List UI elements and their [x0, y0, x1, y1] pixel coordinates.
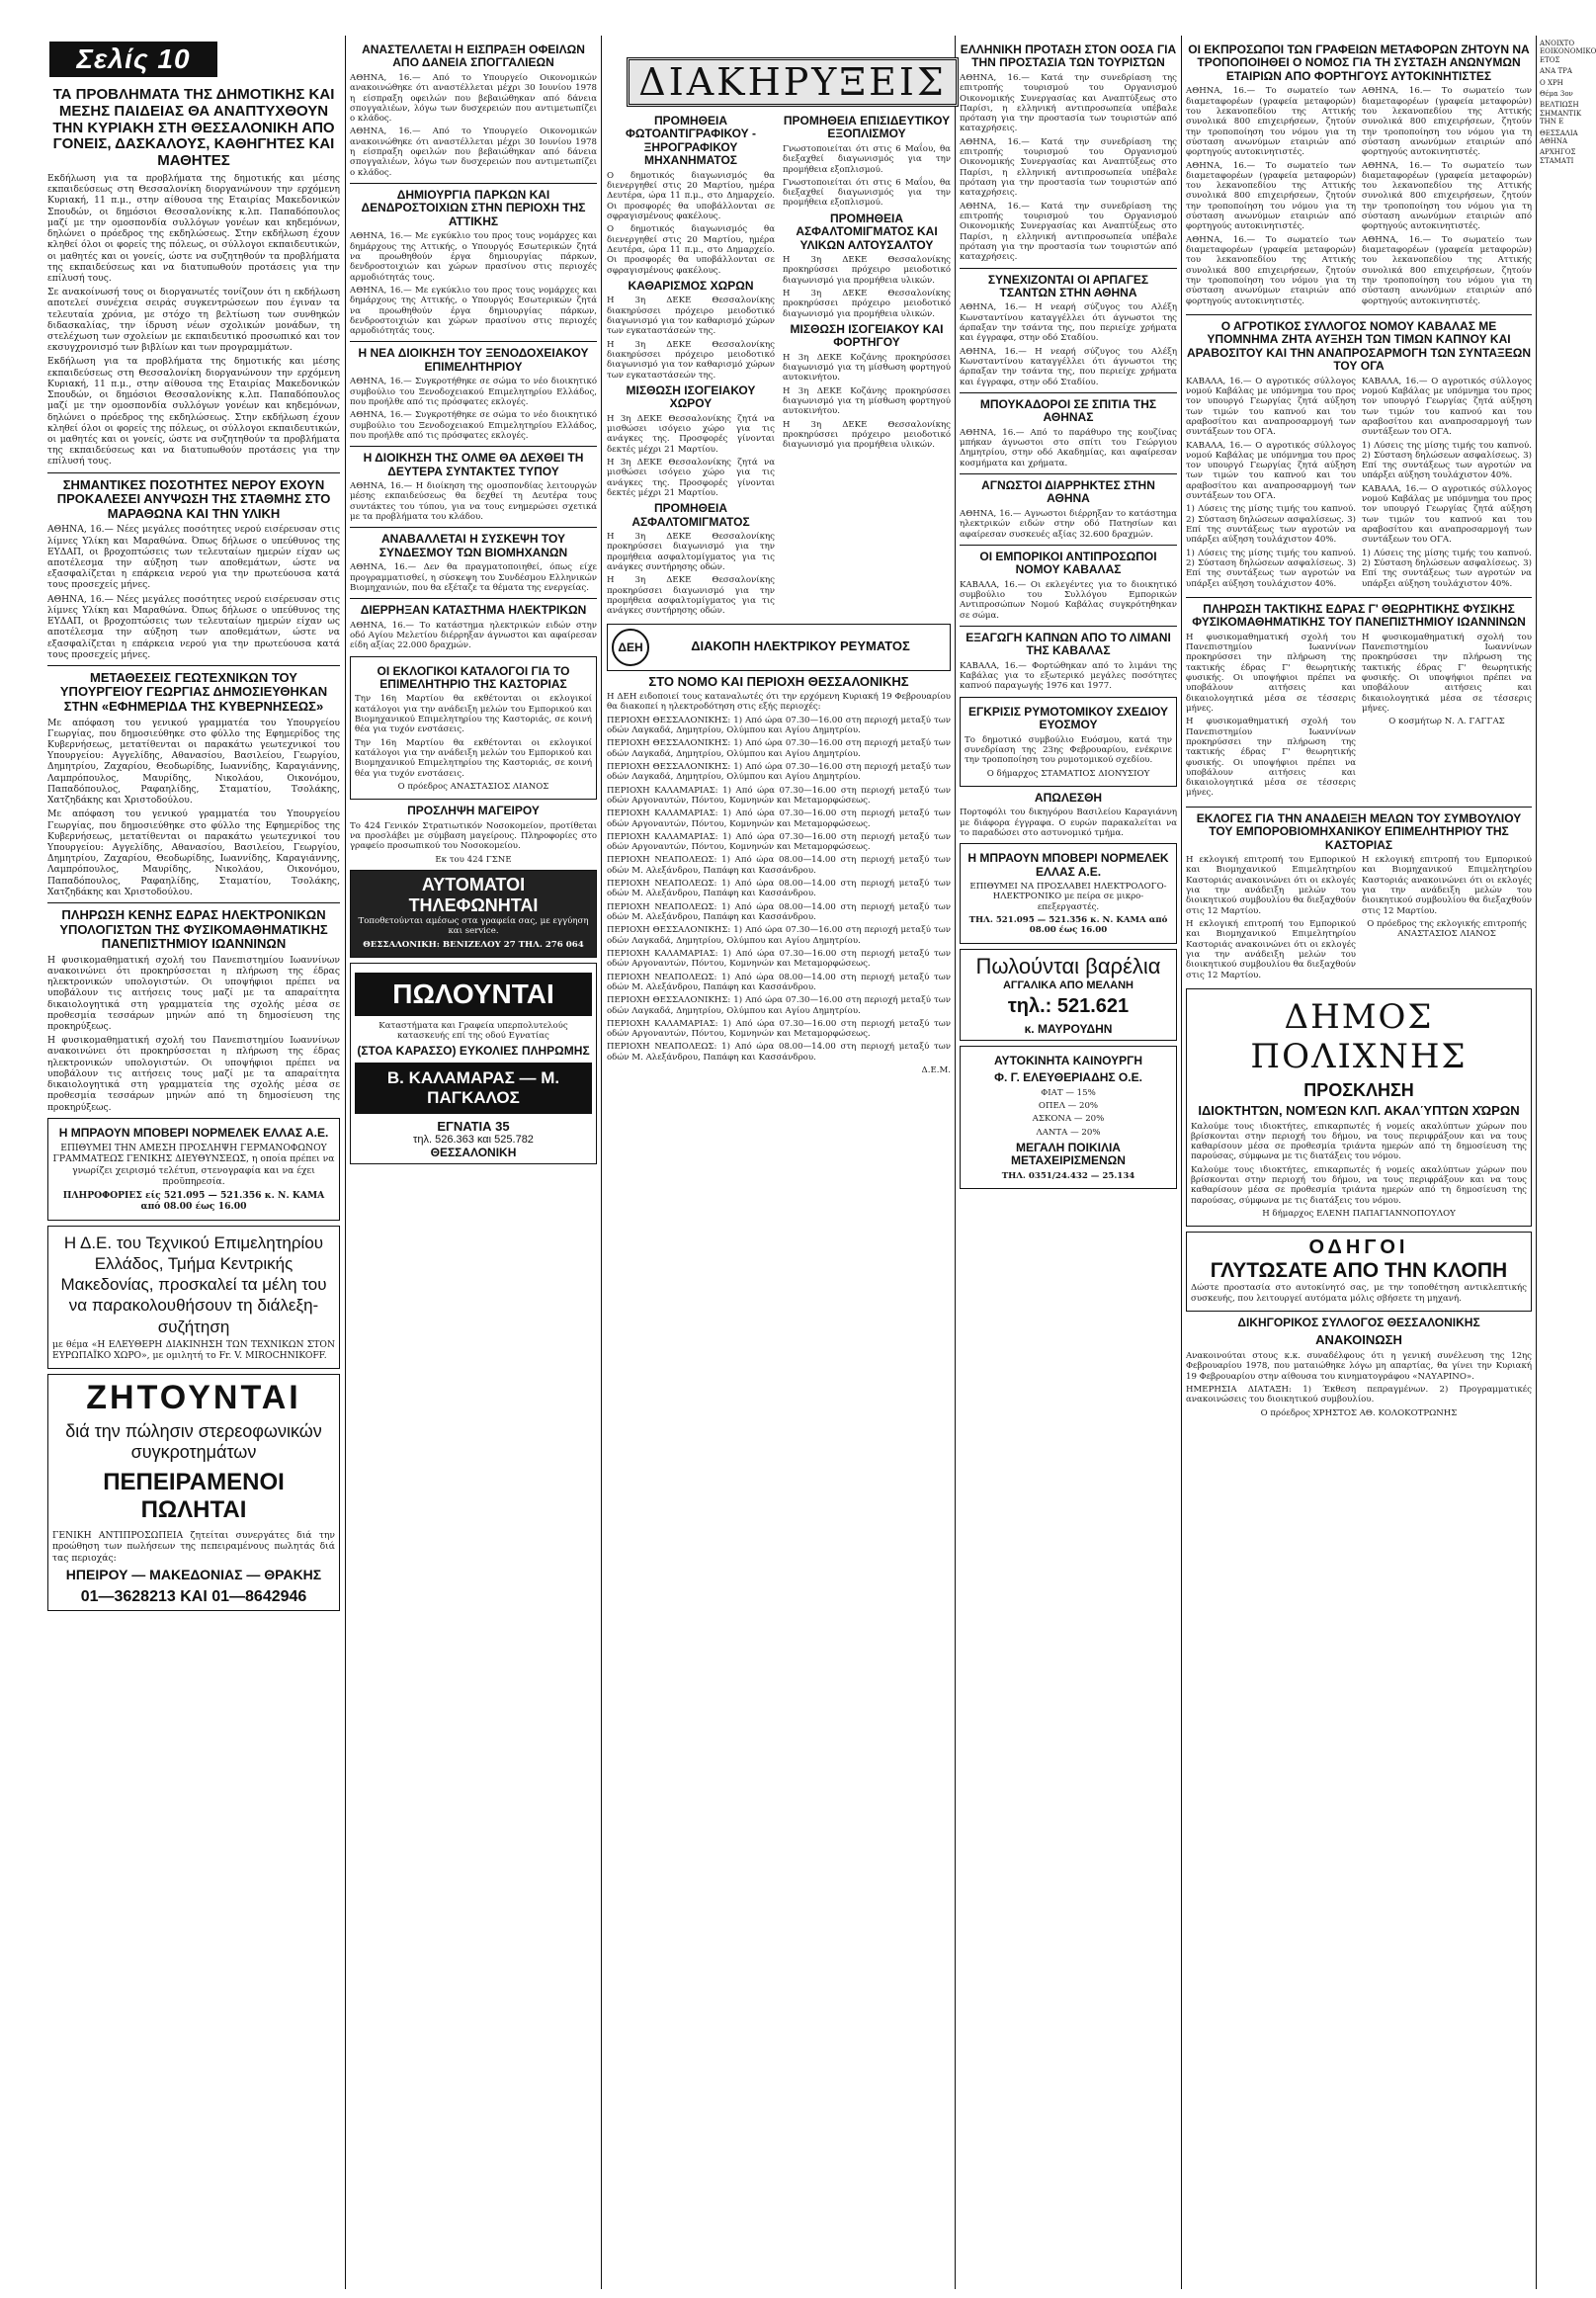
headline: Ο ΑΓΡΟΤΙΚΟΣ ΣΥΛΛΟΓΟΣ ΝΟΜΟΥ ΚΑΒΑΛΑΣ ΜΕ ΥΠΟΜΝΗΜΑ ΖΗΤΑ ΑΥΞΗΣΗ ΤΩΝ ΤΙΜΩΝ ΚΑΠΝΟΥ ΚΑΙ ΑΡΑΒΟΣΙΤΟΥ ΚΑΙ ΤΗΝ ΑΝΑΠΡΟΣΑΡΜΟΓΗ ΤΩΝ ΣΥΝΤΑΞΕΩΝ ΤΟΥ ΟΓΑ — [1186, 318, 1532, 374]
article-text: Η εκλογική επιτροπή του Εμπορικού και Βιομηχανικού Επιμελητηρίου Καστοριάς ανακοινώνει ότι οι εκλογές για την ανάδειξη μελών του διοικητικού συμβουλίου θα διεξαχθούν στις 12 Μαρτίου. — [1186, 918, 1356, 980]
headline: ΣΤΟ ΝΟΜΟ ΚΑΙ ΠΕΡΙΟΧΗ ΘΕΣΣΑΛΟΝΙΚΗΣ — [648, 673, 909, 689]
article-text: Η φυσικομαθηματική σχολή του Πανεπιστημίου Ιωαννίνων προκηρύσσει την πλήρωση της τακτικής έδρας Γ' θεωρητικής φυσικής. Οι υποψήφιοι πρέπει να υποβάλουν αιτήσεις και δικαιολογητικά μέσα σε τέσσερις μήνες. — [1186, 717, 1356, 799]
headline: ΑΝΑΒΑΛΛΕΤΑΙ Η ΣΥΣΚΕΨΗ ΤΟΥ ΣΥΝΔΕΣΜΟΥ ΤΩΝ ΒΙΟΜΗΧΑΝΩΝ — [378, 532, 568, 559]
divider — [350, 341, 597, 342]
article-text: Η φυσικομαθηματική σχολή του Πανεπιστημίου Ιωαννίνων προκηρύσσει την πλήρωση της τακτικής έδρας Γ' θεωρητικής φυσικής. Οι υποψήφιοι πρέπει να υποβάλουν αιτήσεις και δικαιολογητικά μέσα σε τέσσερις μήνες. — [1186, 632, 1356, 714]
article-text: ΠΕΡΙΟΧΗ ΝΕΑΠΟΛΕΩΣ: 1) Από ώρα 08.00—14.00 στη περιοχή μεταξύ των οδών Μ. Αλεξάνδρου, Παπάφη και Κασσάνδρου. — [607, 1042, 951, 1063]
sub-column — [1186, 855, 1356, 983]
article-text: ΑΘΗΝΑ, 16.— Δεν θα πραγματοποιηθεί, όπως είχε προγραμματισθεί, η σύσκεψη του Συνδέσμου Ελληνικών Βιομηχανιών, που θα εξέταζε τα θέματα της ενεργείας. — [350, 562, 597, 593]
divider — [47, 665, 340, 666]
article-text: ΑΘΗΝΑ, 16.— Το σωματείο των διαμεταφορέων (γραφεία μεταφορών) του λεκανοπεδίου της Αττικής συνολικά 800 επιχειρήσεων, ζητούν την τροποποίηση του νόμου για τη σύσταση ανωνύμων εταιριών από φορτηγούς αυτοκινητιστές. — [1186, 86, 1356, 158]
headline: ΠΛΗΡΩΣΗ ΤΑΚΤΙΚΗΣ ΕΔΡΑΣ Γ' ΘΕΩΡΗΤΙΚΗΣ ΦΥΣΙΚΗΣ ΦΥΣΙΚΟΜΑΘΗΜΑΤΙΚΗΣ ΤΟΥ ΠΑΝΕΠΙΣΤΗΜΙΟΥ ΙΩΑΝΝΙΝΩΝ — [1192, 601, 1526, 630]
article-text: Με απόφαση του γενικού γραμματέα του Υπουργείου Γεωργίας, που δημοσιεύθηκε στο φύλλο της Εφημερίδος της Κυβερνήσεως, μετατίθενται οι παρακάτω γεωτεχνικοί του Υπουργείου: Αγγελίδης, Αθανασίου, Βασιλείου, Γεωργίου, Δημητρίου, Ζαχαρίου, Θεοδωρίδης, Ιωαννίδης, Καραγιάννης, Λαμπρόπουλος, Μαυρίδης, Νικολάου, Οικονόμου, Παπαδόπουλος, Ραφαηλίδης, Σταματίου, Τσολάκης, Χατζηδάκης και Χριστοδούλου. — [47, 809, 340, 897]
article-text: ΑΝΟΙΧΤΟ ΕΟΙΚΟΝΟΜΙΚΟ ΕΤΟΣ — [1540, 40, 1596, 64]
article-text: Γνωστοποιείται ότι στις 6 Μαΐου, θα διεξαχθεί διαγωνισμός για την προμήθεια εξοπλισμού. — [783, 143, 951, 175]
headline: ΑΠΩΛΕΣΘΗ — [1034, 790, 1103, 805]
article-text: ΠΕΡΙΟΧΗ ΝΕΑΠΟΛΕΩΣ: 1) Από ώρα 08.00—14.00 στη περιοχή μεταξύ των οδών Μ. Αλεξάνδρου, Παπάφη και Κασσάνδρου. — [607, 855, 951, 876]
ad-title: ΟΔΗΓΟΙ — [1308, 1236, 1409, 1259]
article-text: Εκδήλωση για τα προβλήματα της δημοτικής και μέσης εκπαιδεύσεως στη Θεσσαλονίκη διοργανώνουν την ερχόμενη Κυριακή, 11 π.μ., στην αίθουσα της Εταιρίας Μακεδονικών Σπουδών, οι δημόσιοι Θεσσαλονίκης κ.λπ. Παπαδόπουλος μαζί με την ομοσπονδία συλλόγων γονέων και κηδεμόνων, δηλώνει ο πρόεδρος της εκδηλώσεως. Στην εκδήλωση έχουν κληθεί όλοι οι φορείς της πόλεως, οι σύλλογοι εκπαιδευτικών, οι μαθητές και οι γονείς, ώστε να συζητηθούν τα προβλήματα της εκπαιδεύσεως και να διατυπωθούν προτάσεις για την επίλυσή τους. — [47, 356, 340, 468]
sub-column — [783, 111, 951, 620]
signature: Η δήμαρχος ΕΛΕΝΗ ΠΑΠΑΓΙΑΝΝΟΠΟΥΛΟΥ — [1262, 1209, 1456, 1220]
ad-regions: ΗΠΕΙΡΟΥ — ΜΑΚΕΔΟΝΙΑΣ — ΘΡΑΚΗΣ — [65, 1566, 322, 1582]
column-1 — [47, 83, 340, 2288]
article-text: ΗΜΕΡΗΣΙΑ ΔΙΑΤΑΞΗ: 1) Έκθεση πεπραγμένων. 2) Προγραμματικές ανακοινώσεις του διοικητικού συμβουλίου. — [1186, 1384, 1532, 1405]
article-text: ΠΕΡΙΟΧΗ ΘΕΣΣΑΛΟΝΙΚΗΣ: 1) Από ώρα 07.30—16.00 στη περιοχή μεταξύ των οδών Λαγκαδά, Δημητρίου, Ολύμπου και Αγίου Δημητρίου. — [607, 925, 951, 946]
headline: ΕΚΛΟΓΕΣ ΓΙΑ ΤΗΝ ΑΝΑΔΕΙΞΗ ΜΕΛΩΝ ΤΟΥ ΣΥΜΒΟΥΛΙΟΥ ΤΟΥ ΕΜΠΟΡΟΒΙΟΜΗΧΑΝΙΚΟΥ ΕΠΙΜΕΛΗΤΗΡΙΟΥ ΤΗΣ ΚΑΣΤΟΡΙΑΣ — [1196, 810, 1522, 852]
headline: ΠΡΟΜΗΘΕΙΑ ΑΣΦΑΛΤΟΜΙΓΜΑΤΟΣ — [631, 501, 750, 529]
ad-text: Δώστε προστασία στο αυτοκίνητό σας, με την τοποθέτηση αντικλεπτικής συσκευής, που λειτουργεί αυτόματα μόλις σβήσετε τη μηχανή. — [1191, 1283, 1527, 1304]
ad-subtext: ΓΕΝΙΚΗ ΑΝΤΙΠΡΟΣΩΠΕΙΑ ζητείται συνεργάτες διά την προώθηση των πωλήσεων της πεπειραμένους πωλητάς διά τας περιοχάς: — [52, 1530, 335, 1564]
divider — [960, 392, 1177, 393]
article-text: ΠΕΡΙΟΧΗ ΚΑΛΑΜΑΡΙΑΣ: 1) Από ώρα 07.30—16.00 στη περιοχή μεταξύ των οδών Αργοναυτών, Πόντου, Κομνηνών και Μεταμορφώσεως. — [607, 831, 951, 853]
divider — [960, 473, 1177, 474]
article-text: 1) Λύσεις της μίσης τιμής του καπνού. 2) Σύσταση δηλώσεων ασφαλίσεως. 3) Επί της συντάξεως των αγροτών να υπάρξει αύξηση τουλάχιστον 40%. — [1186, 504, 1356, 546]
column-4 — [960, 40, 1177, 2288]
classified-ad — [1186, 1232, 1532, 1312]
column-5 — [1186, 40, 1532, 2288]
article-text: Η 3η ΔΕΚΕ Θεσσαλονίκης προκηρύσσει διαγωνισμό για την προμήθεια ασφαλτομίγματος για τις ανάγκες συντήρησης οδών. — [607, 575, 775, 617]
notice-box — [960, 697, 1177, 787]
ad-text: Τοποθετούνται αμέσως στα γραφεία σας, με εγγύηση και service. — [358, 915, 589, 937]
ad-price-row: ΑΣΚΟΝΑ — 20% — [1032, 1114, 1105, 1125]
article-text: ΠΕΡΙΟΧΗ ΚΑΛΑΜΑΡΙΑΣ: 1) Από ώρα 07.30—16.00 στη περιοχή μεταξύ των οδών Αργοναυτών, Πόντου, Κομνηνών και Μεταμορφώσεως. — [607, 809, 951, 829]
column-6 — [1540, 40, 1596, 2288]
article-text: Με απόφαση του γενικού γραμματέα του Υπουργείου Γεωργίας, που δημοσιεύθηκε στο φύλλο της Εφημερίδος της Κυβερνήσεως, μετατίθενται οι παρακάτω γεωτεχνικοί του Υπουργείου: Αγγελίδης, Αθανασίου, Βασιλείου, Γεωργίου, Δημητρίου, Ζαχαρίου, Θεοδωρίδης, Ιωαννίδης, Καραγιάννης, Λαμπρόπουλος, Μαυρίδης, Νικολάου, Οικονόμου, Παπαδόπουλος, Ραφαηλίδης, Σταματίου, Τσολάκης, Χατζηδάκης και Χριστοδούλου. — [47, 717, 340, 807]
headline: ΜΙΣΘΩΣΗ ΙΣΟΓΕΙΑΚΟΥ ΚΑΙ ΦΟΡΤΗΓΟΥ — [790, 321, 944, 350]
sub-column — [1362, 855, 1532, 983]
headline: ΣΗΜΑΝΤΙΚΕΣ ΠΟΣΟΤΗΤΕΣ ΝΕΡΟΥ ΕΧΟΥΝ ΠΡΟΚΑΛΕΣΕΙ ΑΝΥΨΩΣΗ ΤΗΣ ΣΤΑΘΜΗΣ ΣΤΟ ΜΑΡΑΘΩΝΑ ΚΑΙ ΤΗΝ ΥΛΙΚΗ — [56, 476, 331, 521]
article-text: ΠΕΡΙΟΧΗ ΘΕΣΣΑΛΟΝΙΚΗΣ: 1) Από ώρα 07.30—16.00 στη περιοχή μεταξύ των οδών Λαγκαδά, Δημητρίου, Ολύμπου και Αγίου Δημητρίου. — [607, 995, 951, 1016]
sub-column — [1362, 633, 1532, 802]
article-text: Η φυσικομαθηματική σχολή του Πανεπιστημίου Ιωαννίνων ανακοινώνει ότι προκηρύσσεται η πλήρωση της έδρας ηλεκτρονικών υπολογιστών. Οι υποψήφιοι πρέπει να υποβάλουν τις αιτήσεις τους μαζί με τα απαραίτητα δικαιολογητικά στη γραμματεία της σχολής μέσα σε προθεσμία τεσσάρων μηνών από τη δημοσίευση της προκηρύξεως. — [47, 1035, 340, 1113]
article-text: ΑΘΗΝΑ, 16.— Από το Υπουργείο Οικονομικών ανακοινώθηκε ότι αναστέλλεται μέχρι 30 Ιουνίου 1978 η είσπραξη οφειλών που βεβαιώθηκαν από δάνεια σπογγαλιέων, λόγω των δυσχερειών που αντιμετωπίζει ο κλάδος. — [350, 127, 597, 178]
ad-price-row: ΦΙΑΤ — 15% — [1041, 1087, 1096, 1098]
divider — [1186, 807, 1532, 808]
ad-title: ΖΗΤΟΥΝΤΑΙ — [86, 1379, 301, 1417]
article-text: Η 3η ΔΕΚΕ Θεσσαλονίκης προκηρύσσει πρόχειρο μειοδοτικό διαγωνισμό για προμήθεια υλικών. — [783, 289, 951, 319]
dei-logo-icon: ΔΕΗ — [612, 629, 649, 666]
sub-column — [1186, 377, 1356, 592]
article-text: Η 3η ΔΕΚΕ Θεσσαλονίκης ζητά να μισθώσει ισόγειο χώρο για τις ανάγκες της. Προσφορές γίνονται δεκτές μέχρι 21 Μαρτίου. — [607, 413, 775, 455]
sub-column — [1362, 377, 1532, 592]
article-text: ΑΡΧΗΓΟΣ ΣΤΑΜΑΤΙ — [1540, 148, 1576, 165]
divider — [350, 527, 597, 528]
article-text: ΑΘΗΝΑ, 16.— Κατά την συνεδρίαση της επιτροπής τουρισμού του Οργανισμού Οικονομικής Συνεργασίας και Αναπτύξεως στο Παρίσι, η ελληνική αντιπροσωπεία υπέβαλε πρόταση για την προστασία των τουριστών από καταχρήσεις. — [960, 201, 1177, 263]
article-text: ΑΘΗΝΑ, 16.— Η διοίκηση της ομοσπονδίας λειτουργών μέσης εκπαιδεύσεως θα δεχθεί τη Δευτέρα τους συντάκτες του τύπου, για να τους ενημερώσει σχετικά με τα προβλήματα του κλάδου. — [350, 481, 597, 522]
column-3 — [607, 111, 951, 2288]
headline: ΔΗΜΙΟΥΡΓΙΑ ΠΑΡΚΩΝ ΚΑΙ ΔΕΝΔΡΟΣΤΟΙΧΙΩΝ ΣΤΗΝ ΠΕΡΙΟΧΗ ΤΗΣ ΑΤΤΙΚΗΣ — [361, 188, 586, 228]
article-text: ΑΘΗΝΑ, 16.— Με εγκύκλιο του προς τους νομάρχες και δημάρχους της Αττικής, ο Υπουργός Εσωτερικών ζητά να προωθηθούν έργα δημιουργίας πάρκων, δενδροστοιχιών και χώρων πρασίνου στις περιοχές αρμοδιότητάς τους. — [350, 231, 597, 283]
ad-highlight: ΓΛΥΤΩΣΑΤΕ ΑΠΟ ΤΗΝ ΚΛΟΠΗ — [1210, 1259, 1508, 1283]
sub-column — [1186, 633, 1356, 802]
article-text: ΑΘΗΝΑ, 16.— Από το Υπουργείο Οικονομικών ανακοινώθηκε ότι αναστέλλεται μέχρι 30 Ιουνίου 1978 η είσπραξη οφειλών που βεβαιώθηκαν από δάνεια σπογγαλιέων, λόγω των δυσχερειών που αντιμετωπίζει ο κλάδος. — [350, 72, 597, 125]
article-text: ΑΘΗΝΑ, 16.— Κατά την συνεδρίαση της επιτροπής τουρισμού του Οργανισμού Οικονομικής Συνεργασίας και Αναπτύξεως στο Παρίσι, η ελληνική αντιπροσωπεία υπέβαλε πρόταση για την προστασία των τουριστών από καταχρήσεις. — [960, 72, 1177, 134]
divider — [47, 472, 340, 473]
article-text: ΑΘΗΝΑ, 16.— Νέες μεγάλες ποσότητες νερού εισέρευσαν στις λίμνες Υλίκη και Μαραθώνα. Όπως δήλωσε ο υπεύθυνος της ΕΥΔΑΠ, οι βροχοπτώσεις των τελευταίων ημερών είχαν ως αποτέλεσμα την αύξηση των αποθεμάτων, ώστε να εξασφαλίζεται η επάρκεια νερού για την πρωτεύουσα κατά τους προσεχείς μήνες. — [47, 524, 340, 591]
article-text: 1) Λύσεις της μίσης τιμής του καπνού. 2) Σύσταση δηλώσεων ασφαλίσεως. 3) Επί της συντάξεως των αγροτών να υπάρξει αύξηση τουλάχιστον 40%. — [1362, 440, 1532, 481]
headline: ΜΙΣΘΩΣΗ ΙΣΟΓΕΙΑΚΟΥ ΧΩΡΟΥ — [626, 383, 756, 411]
article-text: Ανακοινούται στους κ.κ. συναδέλφους ότι η γενική συνέλευση της 12ης Φεβρουαρίου 1978, που ματαιώθηκε λόγω μη απαρτίας, θα γίνει την Κυριακή 19 Φεβρουαρίου στην αίθουσα του κινηματογράφου «ΝΑΥΑΡΙΝΟ». — [1186, 1350, 1532, 1382]
column-rule — [955, 36, 956, 2289]
headline: ΜΠΟΥΚΑΔΟΡΟΙ ΣΕ ΣΠΙΤΙΑ ΤΗΣ ΑΘΗΝΑΣ — [979, 396, 1157, 425]
ad-text: ΕΠΙΘΥΜΕΙ ΝΑ ΠΡΟΣΛΑΒΕΙ ΗΛΕΚΤΡΟΛΟΓΟ-ΗΛΕΚΤΡΟΝΙΚΟ με πείρα σε μικρο-επεξεργαστές. — [969, 882, 1167, 912]
article-text: ΚΑΒΑΛΑ, 16.— Οι εκλεγέντες για το διοικητικό συμβούλιο του Συλλόγου Εμπορικών Αντιπροσώπων Νομού Καβάλας συγκρότηθηκαν σε σώμα. — [960, 579, 1177, 621]
article-text: Η 3η ΔΕΚΕ Κοζάνης προκηρύσσει διαγωνισμό για τη μίσθωση φορτηγού αυτοκινήτου. — [783, 385, 951, 417]
headline: ΑΓΝΩΣΤΟΙ ΔΙΑΡΡΗΚΤΕΣ ΣΤΗΝ ΑΘΗΝΑ — [981, 478, 1155, 506]
headline: ΕΛΛΗΝΙΚΗ ΠΡΟΤΑΣΗ ΣΤΟΝ ΟΟΣΑ ΓΙΑ ΤΗΝ ΠΡΟΣΤΑΣΙΑ ΤΩΝ ΤΟΥΡΙΣΤΩΝ — [960, 43, 1177, 70]
headline: ΔΙΕΡΡΗΞΑΝ ΚΑΤΑΣΤΗΜΑ ΗΛΕΚΤΡΙΚΩΝ — [360, 603, 587, 618]
classified-ad — [960, 949, 1177, 1041]
article-text: ΠΕΡΙΟΧΗ ΝΕΑΠΟΛΕΩΣ: 1) Από ώρα 08.00—14.00 στη περιοχή μεταξύ των οδών Μ. Αλεξάνδρου, Παπάφη και Κασσάνδρου. — [607, 972, 951, 992]
ad-title: ΑΥΤΟΚΙΝΗΤΑ ΚΑΙΝΟΥΡΓΗ — [993, 1053, 1143, 1067]
article-text: ΑΘΗΝΑ, 16.— Η νεαρή σύζυγος του Αλέξη Κωνσταντίνου καταγγέλλει ότι άγνωστοι της άρπαξαν την τσάντα της, που περιείχε χρήματα και έγγραφα, στην οδό Σταδίου. — [960, 302, 1177, 344]
article-text: ΚΑΒΑΛΑ, 16.— Ο αγροτικός σύλλογος νομού Καβάλας με υπόμνημα του προς τον υπουργό Γεωργίας ζητά αύξηση των τιμών του καπνού και του αραβοσίτου και αναπροσαρμογή των συντάξεων του ΟΓΑ. — [1362, 483, 1532, 546]
article-text: Η 3η ΔΕΚΕ Θεσσαλονίκης διακηρύσσει πρόχειρο μειοδοτικό διαγωνισμό για τον καθαρισμό χώρων των εγκαταστάσεών της. — [607, 339, 775, 381]
article-text: ΑΘΗΝΑ, 16.— Το κατάστημα ηλεκτρικών ειδών στην οδό Αγίου Μελετίου διέρρηξαν άγνωστοι και αφαίρεσαν είδη αξίας 22.000 δραχμών. — [350, 620, 597, 651]
headline: ΔΙΚΗΓΟΡΙΚΟΣ ΣΥΛΛΟΓΟΣ ΘΕΣΣΑΛΟΝΙΚΗΣ — [1237, 1315, 1480, 1329]
article-text: Η εκλογική επιτροπή του Εμπορικού και Βιομηχανικού Επιμελητηρίου Καστοριάς ανακοινώνει ότι οι εκλογές για την ανάδειξη μελών του διοικητικού συμβουλίου θα διεξαχθούν στις 12 Μαρτίου. — [1362, 855, 1532, 916]
article-text: ΑΘΗΝΑ, 16.— Από το παράθυρο της κουζίνας μπήκαν άγνωστοι στο σπίτι του Γεώργιου Δημητρίου, στην οδό Ακαδημίας, και αφαίρεσαν κοσμήματα και χρήματα. — [960, 427, 1177, 468]
article-text: ΑΘΗΝΑ, 16.— Νέες μεγάλες ποσότητες νερού εισέρευσαν στις λίμνες Υλίκη και Μαραθώνα. Όπως δήλωσε ο υπεύθυνος της ΕΥΔΑΠ, οι βροχοπτώσεις των τελευταίων ημερών είχαν ως αποτέλεσμα την αύξηση των αποθεμάτων, ώστε να εξασφαλίζεται η επάρκεια νερού για την πρωτεύουσα κατά τους προσεχείς μήνες. — [47, 593, 340, 660]
ad-phone: ΤΗΛ. 521.095 — 521.356 κ. Ν. ΚΑΜΑ από 08.00 έως 16.00 — [968, 915, 1168, 936]
ad-phone: ΤΗΛ. 0351/24.432 — 25.134 — [1001, 1170, 1135, 1181]
article-text: ΠΕΡΙΟΧΗ ΚΑΛΑΜΑΡΙΑΣ: 1) Από ώρα 07.30—16.00 στη περιοχή μεταξύ των οδών Αργοναυτών, Πόντου, Κομνηνών και Μεταμορφώσεως. — [607, 948, 951, 970]
notice-title: ΔΗΜΟΣ ΠΟΛΙΧΝΗΣ — [1250, 996, 1468, 1076]
sub-column — [1362, 86, 1532, 309]
signature: Ο πρόεδρος της εκλογικής επιτροπής ΑΝΑΣΤΑΣΙΟΣ ΛΙΑΝΟΣ — [1367, 918, 1527, 940]
divider — [960, 268, 1177, 269]
ad-subtext: με θέμα «Η ΕΛΕΥΘΕΡΗ ΔΙΑΚΙΝΗΣΗ ΤΩΝ ΤΕΧΝΙΚΩΝ ΣΤΟΝ ΕΥΡΩΠΑΪΚΟ ΧΩΡΟ», με ομιλητή το Fr. V. MIROCHNIKOFF. — [52, 1338, 335, 1361]
ad-title: Η ΜΠΡΑΟΥΝ ΜΠΟΒΕΡΙ ΝΟΡΜΕΛΕΚ ΕΛΛΑΣ Α.Ε. — [58, 1125, 329, 1140]
article-text: Η ΔΕΗ ειδοποιεί τους καταναλωτές ότι την ερχόμενη Κυριακή 19 Φεβρουαρίου θα διακοπεί η ηλεκτροδότηση στις εξής περιοχές: — [607, 692, 951, 713]
signature: Ο δήμαρχος ΣΤΑΜΑΤΙΟΣ ΔΙΟΝΥΣΙΟΥ — [986, 768, 1150, 779]
sub-column — [1186, 86, 1356, 309]
headline: ΠΡΟΜΗΘΕΙΑ ΑΣΦΑΛΤΟΜΙΓΜΑΤΟΣ ΚΑΙ ΥΛΙΚΩΝ ΑΛΤΟΥΣΑΛΤΟΥ — [796, 211, 938, 252]
article-text: Η 3η ΔΕΚΕ Κοζάνης προκηρύσσει διαγωνισμό για τη μίσθωση φορτηγού αυτοκινήτου. — [783, 352, 951, 383]
classified-ad — [350, 870, 597, 958]
article-text: Εκδήλωση για τα προβλήματα της δημοτικής και μέσης εκπαιδεύσεως στη Θεσσαλονίκη διοργανώνουν την ερχόμενη Κυριακή, 11 π.μ., στην αίθουσα της Εταιρίας Μακεδονικών Σπουδών, οι δημόσιοι Θεσσαλονίκης κ.λπ. Παπαδόπουλος μαζί με την ομοσπονδία συλλόγων γονέων και κηδεμόνων, δηλώνει ο πρόεδρος της εκδηλώσεως. Στην εκδήλωση έχουν κληθεί όλοι οι φορείς της πόλεως, οι σύλλογοι εκπαιδευτικών, οι μαθητές και οι γονείς, ώστε να συζητηθούν τα προβλήματα της εκπαιδεύσεως και να διατυπωθούν προτάσεις για την επίλυσή τους. — [47, 172, 340, 284]
column-rule — [601, 36, 602, 2289]
sub-column — [607, 111, 775, 620]
classified-ad — [960, 1046, 1177, 1189]
headline: ΑΝΑΣΤΕΛΛΕΤΑΙ Η ΕΙΣΠΡΑΞΗ ΟΦΕΙΛΩΝ ΑΠΟ ΔΑΝΕΙΑ ΣΠΟΓΓΑΛΙΕΩΝ — [362, 43, 585, 70]
article-text: ΑΘΗΝΑ, 16.— Το σωματείο των διαμεταφορέων (γραφεία μεταφορών) του λεκανοπεδίου της Αττικής συνολικά 800 επιχειρήσεων, ζητούν την τροποποίηση του νόμου για τη σύσταση ανωνύμων εταιριών από φορτηγούς αυτοκινητιστές. — [1362, 234, 1532, 306]
headline: ΠΡΟΜΗΘΕΙΑ ΕΠΙΣΙΔΕΥΤΙΚΟΥ ΕΞΟΠΛΙΣΜΟΥ — [783, 114, 951, 141]
headline: ΑΝΑΚΟΙΝΩΣΗ — [1315, 1332, 1402, 1348]
article-text: ΑΝΑ ΤΡΑ — [1540, 67, 1572, 76]
headline: ΟΙ ΕΜΠΟΡΙΚΟΙ ΑΝΤΙΠΡΟΣΩΠΟΙ ΝΟΜΟΥ ΚΑΒΑΛΑΣ — [979, 549, 1157, 577]
article-text: 1) Λύσεις της μίσης τιμής του καπνού. 2) Σύσταση δηλώσεων ασφαλίσεως. 3) Επί της συντάξεως των αγροτών να υπάρξει αύξηση τουλάχιστον 40%. — [1186, 548, 1356, 589]
article-text: ΑΘΗΝΑ, 16.— Κατά την συνεδρίαση της επιτροπής τουρισμού του Οργανισμού Οικονομικής Συνεργασίας και Αναπτύξεως στο Παρίσι, η ελληνική αντιπροσωπεία υπέβαλε πρόταση για την προστασία των τουριστών από καταχρήσεις. — [960, 136, 1177, 199]
ad-price-row: ΟΠΕΛ — 20% — [1038, 1100, 1099, 1111]
ad-title: ΑΥΤΟΜΑΤΟΙ ΤΗΛΕΦΩΝΗΤΑΙ — [408, 874, 539, 915]
page-number-logo: Σελίς 10 — [49, 42, 217, 77]
headline: ΟΙ ΕΚΛΟΓΙΚΟΙ ΚΑΤΑΛΟΓΟΙ ΓΙΑ ΤΟ ΕΠΙΜΕΛΗΤΗΡΙΟ ΤΗΣ ΚΑΣΤΟΡΙΑΣ — [377, 663, 570, 691]
article-text: Γνωστοποιείται ότι στις 6 Μαΐου, θα διεξαχθεί διαγωνισμός για την προμήθεια εξοπλισμού. — [783, 177, 951, 209]
ad-text: Καταστήματα και Γραφεία υπερπολυτελούς κατασκευής επί της οδού Εγνατίας — [378, 1020, 568, 1042]
article-text: ΚΑΒΑΛΑ, 16.— Ο αγροτικός σύλλογος νομού Καβάλας με υπόμνημα του προς τον υπουργό Γεωργίας ζητά αύξηση των τιμών του καπνού και του αραβοσίτου και αναπροσαρμογή των συντάξεων του ΟΓΑ. — [1362, 376, 1532, 438]
classified-ad — [350, 963, 597, 1165]
article-text: ΑΘΗΝΑ, 16.— Συγκροτήθηκε σε σώμα το νέο διοικητικό συμβούλιο του Ξενοδοχειακού Επιμελητηρίου Ελλάδος, που προήλθε από τις πρόσφατες εκλογές. — [350, 410, 597, 441]
ad-subtext: ΑΓΓΑΛΙΚΑ ΑΠΟ ΜΕΛΑΝΗ — [1002, 979, 1134, 991]
ad-title: ΠΩΛΟΥΝΤΑΙ — [355, 973, 592, 1016]
article-text: ΠΕΡΙΟΧΗ ΝΕΑΠΟΛΕΩΣ: 1) Από ώρα 08.00—14.00 στη περιοχή μεταξύ των οδών Μ. Αλεξάνδρου, Παπάφη και Κασσάνδρου. — [607, 901, 951, 923]
article-text: 1) Λύσεις της μίσης τιμής του καπνού. 2) Σύσταση δηλώσεων ασφαλίσεως. 3) Επί της συντάξεως των αγροτών να υπάρξει αύξηση τουλάχιστον 40%. — [1362, 548, 1532, 589]
ad-phone: τηλ.: 521.621 — [1007, 994, 1130, 1017]
article-text: Ο δημοτικός διαγωνισμός θα διενεργηθεί στις 20 Μαρτίου, ημέρα Δευτέρα, ώρα 11 π.μ., στο Δημαρχείο. Οι προσφορές θα υποβάλλονται σε σφραγισμένους φακέλους. — [607, 224, 775, 276]
column-2 — [350, 40, 597, 2288]
article-text: ΠΕΡΙΟΧΗ ΘΕΣΣΑΛΟΝΙΚΗΣ: 1) Από ώρα 07.30—16.00 στη περιοχή μεταξύ των οδών Λαγκαδά, Δημητρίου, Ολύμπου και Αγίου Δημητρίου. — [607, 738, 951, 759]
headline: ΠΛΗΡΩΣΗ ΚΕΝΗΣ ΕΔΡΑΣ ΗΛΕΚΤΡΟΝΙΚΩΝ ΥΠΟΛΟΓΙΣΤΩΝ ΤΗΣ ΦΥΣΙΚΟΜΑΘΗΜΑΤΙΚΗΣ ΠΑΝΕΠΙΣΤΗΜΙΟΥ ΙΩΑΝΝΙΝΩΝ — [59, 907, 328, 952]
ad-title: Πωλούνται βαρέλια — [975, 953, 1161, 979]
headline: ΤΑ ΠΡΟΒΛΗΜΑΤΑ ΤΗΣ ΔΗΜΟΤΙΚΗΣ ΚΑΙ ΜΕΣΗΣ ΠΑΙΔΕΙΑΣ ΘΑ ΑΝΑΠΤΥΧΘΟΥΝ ΤΗΝ ΚΥΡΙΑΚΗ ΣΤΗ ΘΕΣΣΑΛΟΝΙΚΗ ΑΠΟ ΓΟΝΕΙΣ, ΔΑΣΚΑΛΟΥΣ, ΚΑΘΗΓΗΤΕΣ ΚΑΙ ΜΑΘΗΤΕΣ — [52, 86, 335, 170]
article-text: Ο ΧΡΗ — [1540, 78, 1563, 87]
article-text: Η φυσικομαθηματική σχολή του Πανεπιστημίου Ιωαννίνων ανακοινώνει ότι προκηρύσσεται η πλήρωση της έδρας ηλεκτρονικών υπολογιστών. Οι υποψήφιοι πρέπει να υποβάλουν τις αιτήσεις τους μαζί με τα απαραίτητα δικαιολογητικά στη γραμματεία της σχολής μέσα σε προθεσμία τεσσάρων μηνών από τη δημοσίευση της προκηρύξεως. — [47, 954, 340, 1033]
article-text: Καλούμε τους ιδιοκτήτες, επικαρπωτές ή νομείς ακαλύπτων χώρων που βρίσκονται στην περιοχή του δήμου, να τους περιφράξουν και να τους καθαρίσουν μέσα σε προθεσμία τριάντα ημερών από τη δημοσίευση της παρούσας, σύμφωνα με τις διατάξεις του νόμου. — [1191, 1164, 1527, 1206]
ad-subtext: (ΣΤΟΑ ΚΑΡΑΣΣΟ) ΕΥΚΟΛΙΕΣ ΠΛΗΡΩΜΗΣ — [357, 1044, 590, 1059]
ad-address: ΕΓΝΑΤΙΑ 35 — [437, 1119, 510, 1135]
ad-subtext: ΜΕΓΑΛΗ ΠΟΙΚΙΛΙΑ ΜΕΤΑΧΕΙΡΙΣΜΕΝΩΝ — [1011, 1140, 1126, 1168]
article-text: Η 3η ΔΕΚΕ Θεσσαλονίκης διακηρύσσει πρόχειρο μειοδοτικό διαγωνισμό για τον καθαρισμό χώρων των εγκαταστάσεών της. — [607, 296, 775, 337]
ad-name: Β. ΚΑΛΑΜΑΡΑΣ — Μ. ΠΑΓΚΑΛΟΣ — [355, 1063, 592, 1114]
divider — [960, 545, 1177, 546]
divider — [350, 598, 597, 599]
article-text: Το 424 Γενικόν Στρατιωτικόν Νοσοκομείον, προτίθεται να προσλάβει με σύμβαση μαγείρους. Πληροφορίες στο γραφείο προσωπικού του Νοσοκομείου. — [350, 820, 597, 852]
ad-name: Φ. Γ. ΕΛΕΥΘΕΡΙΑΔΗΣ Ο.Ε. — [994, 1070, 1142, 1085]
ad-phone: ΠΛΗΡΟΦΟΡΙΕΣ είς 521.095 — 521.356 κ. Ν. ΚΑΜΑ από 08.00 έως 16.00 — [62, 1190, 325, 1213]
article-text: Η 3η ΔΕΚΕ Θεσσαλονίκης ζητά να μισθώσει ισόγειο χώρο για τις ανάγκες της. Προσφορές γίνονται δεκτές μέχρι 21 Μαρτίου. — [607, 457, 775, 498]
article-text: ΑΘΗΝΑ, 16.— Αγνωστοι διέρρηξαν το κατάστημα ηλεκτρικών ειδών στην οδό Πατησίων και αφαίρεσαν συσκευές αξίας 32.600 δραχμών. — [960, 508, 1177, 540]
column-rule — [1181, 36, 1182, 2289]
article-text: ΠΕΡΙΟΧΗ ΝΕΑΠΟΛΕΩΣ: 1) Από ώρα 08.00—14.00 στη περιοχή μεταξύ των οδών Μ. Αλεξάνδρου, Παπάφη και Κασσάνδρου. — [607, 879, 951, 899]
headline: ΕΞΑΓΩΓΗ ΚΑΠΝΩΝ ΑΠΟ ΤΟ ΛΙΜΑΝΙ ΤΗΣ ΚΑΒΑΛΑΣ — [966, 630, 1171, 658]
notice-box — [350, 656, 597, 801]
divider — [350, 183, 597, 184]
divider — [1186, 314, 1532, 315]
headline: ΣΥΝΕΧΙΖΟΝΤΑΙ ΟΙ ΑΡΠΑΓΕΣ ΤΣΑΝΤΩΝ ΣΤΗΝ ΑΘΗΝΑ — [987, 272, 1149, 299]
ad-highlight: ΠΕΠΕΙΡΑΜΕΝΟΙ ΠΩΛΗΤΑΙ — [103, 1469, 285, 1524]
article-text: ΑΘΗΝΑ, 16.— Το σωματείο των διαμεταφορέων (γραφεία μεταφορών) του λεκανοπεδίου της Αττικής συνολικά 800 επιχειρήσεων, ζητούν την τροποποίηση του νόμου για τη σύσταση ανωνύμων εταιριών από φορτηγούς αυτοκινητιστές. — [1186, 234, 1356, 306]
article-text: ΚΑΒΑΛΑ, 16.— Ο αγροτικός σύλλογος νομού Καβάλας με υπόμνημα του προς τον υπουργό Γεωργίας ζητά αύξηση των τιμών του καπνού και του αραβοσίτου και αναπροσαρμογή των συντάξεων του ΟΓΑ. — [1186, 376, 1356, 438]
article-text: ΑΘΗΝΑ, 16.— Η νεαρή σύζυγος του Αλέξη Κωνσταντίνου καταγγέλλει ότι άγνωστοι της άρπαξαν την τσάντα της, που περιείχε χρήματα και έγγραφα, στην οδό Σταδίου. — [960, 346, 1177, 387]
article-text: ΠΕΡΙΟΧΗ ΘΕΣΣΑΛΟΝΙΚΗΣ: 1) Από ώρα 07.30—16.00 στη περιοχή μεταξύ των οδών Λαγκαδά, Δημητρίου, Ολύμπου και Αγίου Δημητρίου. — [607, 715, 951, 736]
classified-ad — [47, 1118, 340, 1221]
article-text: Η 3η ΔΕΚΕ Θεσσαλονίκης προκηρύσσει πρόχειρο μειοδοτικό διαγωνισμό για προμήθεια υλικών. — [783, 419, 951, 451]
article-text: Η εκλογική επιτροπή του Εμπορικού και Βιομηχανικού Επιμελητηρίου Καστοριάς ανακοινώνει ότι οι εκλογές για την ανάδειξη μελών του διοικητικού συμβουλίου θα διεξαχθούν στις 12 Μαρτίου. — [1186, 855, 1356, 916]
article-text: ΘΕΣΣΑΛΙΑ ΑΘΗΝΑ — [1540, 128, 1578, 145]
headline: ΚΑΘΑΡΙΣΜΟΣ ΧΩΡΩΝ — [628, 278, 754, 293]
article-text: Σε ανακοίνωσή τους οι διοργανωτές τονίζουν ότι η εκδήλωση αποτελεί συνέχεια σειράς συγκεντρώσεων που έγιναν τα τελευταία χρόνια, με στόχο τη βελτίωση των συνθηκών διδασκαλίας, την ίδρυση νέων σχολικών μονάδων, τη στελέχωση των σχολείων με εκπαιδευτικό προσωπικό και τον εκσυγχρονισμό των βιβλίων και των προγραμμάτων. — [47, 287, 340, 354]
ad-phone: τηλ. 526.363 και 525.782 — [413, 1134, 534, 1147]
article-text: ΚΑΒΑΛΑ, 16.— Φορτώθηκαν από το λιμάνι της Καβάλας για το εξωτερικό μεγάλες ποσότητες καπνού παραγωγής 1976 και 1977. — [960, 660, 1177, 692]
divider — [350, 446, 597, 447]
municipal-notice — [1186, 988, 1532, 1228]
article-text: Θέμα 3ον — [1540, 89, 1573, 98]
article-text: Το δημοτικό συμβούλιο Ευόσμου, κατά την συνεδρίαση της 23ης Φεβρουαρίου, ενέκρινε την τροποποίηση του ρυμοτομικού σχεδίου. — [965, 734, 1172, 766]
section-banner: ΔΙΑΚΗΡΥΞΕΙΣ — [627, 57, 959, 107]
headline: Η ΝΕΑ ΔΙΟΙΚΗΣΗ ΤΟΥ ΞΕΝΟΔΟΧΕΙΑΚΟΥ ΕΠΙΜΕΛΗΤΗΡΙΟΥ — [358, 346, 589, 374]
ad-phone: 01—3628213 ΚΑΙ 01—8642946 — [80, 1587, 307, 1605]
article-text: ΑΘΗΝΑ, 16.— Το σωματείο των διαμεταφορέων (γραφεία μεταφορών) του λεκανοπεδίου της Αττικής συνολικά 800 επιχειρήσεων, ζητούν την τροποποίηση του νόμου για τη σύσταση ανωνύμων εταιριών από φορτηγούς αυτοκινητιστές. — [1186, 160, 1356, 232]
headline: Η ΔΙΟΙΚΗΣΗ ΤΗΣ ΟΛΜΕ ΘΑ ΔΕΧΘΕΙ ΤΗ ΔΕΥΤΕΡΑ ΣΥΝΤΑΚΤΕΣ ΤΥΠΟΥ — [363, 451, 584, 478]
headline: ΕΓΚΡΙΣΙΣ ΡΥΜΟΤΟΜΙΚΟΥ ΣΧΕΔΙΟΥ ΕΥΟΣΜΟΥ — [967, 704, 1169, 732]
ad-text: διά την πώλησιν στερεοφωνικών συγκροτημάτων — [65, 1421, 322, 1463]
article-text: ΑΘΗΝΑ, 16.— Συγκροτήθηκε σε σώμα το νέο διοικητικό συμβούλιο του Ξενοδοχειακού Επιμελητηρίου Ελλάδος, που προήλθε από τις πρόσφατες εκλογές. — [350, 377, 597, 407]
article-text: Την 16η Μαρτίου θα εκθέτονται οι εκλογικοί κατάλογοι για την ανάδειξη μελών του Εμπορικού και Βιομηχανικού Επιμελητηρίου της Καστοριάς, σε κοινή θέα για τυχόν ενστάσεις. — [355, 694, 592, 735]
classified-ad — [47, 1374, 340, 1611]
signature: Ο πρόεδρος ΑΝΑΣΤΑΣΙΟΣ ΛΙΑΝΟΣ — [397, 781, 549, 792]
signature: Ο πρόεδρος ΧΡΗΣΤΟΣ ΑΘ. ΚΟΛΟΚΟΤΡΩΝΗΣ — [1260, 1407, 1458, 1418]
article-text: Η 3η ΔΕΚΕ Θεσσαλονίκης προκηρύσσει διαγωνισμό για την προμήθεια ασφαλτομίγματος για τις ανάγκες συντήρησης οδών. — [607, 532, 775, 572]
signature: Εκ του 424 ΓΣΝΕ — [435, 854, 512, 865]
headline: ΜΕΤΑΘΕΣΕΙΣ ΓΕΩΤΕΧΝΙΚΩΝ ΤΟΥ ΥΠΟΥΡΓΕΙΟΥ ΓΕΩΡΓΙΑΣ ΔΗΜΟΣΙΕΥΘΗΚΑΝ ΣΤΗΝ «ΕΦΗΜΕΡΙΔΑ ΤΗΣ ΚΥΒΕΡΝΗΣΕΩΣ» — [59, 669, 328, 715]
article-text: ΑΘΗΝΑ, 16.— Το σωματείο των διαμεταφορέων (γραφεία μεταφορών) του λεκανοπεδίου της Αττικής συνολικά 800 επιχειρήσεων, ζητούν την τροποποίηση του νόμου για τη σύσταση ανωνύμων εταιριών από φορτηγούς αυτοκινητιστές. — [1362, 86, 1532, 158]
headline: ΟΙ ΕΚΠΡΟΣΩΠΟΙ ΤΩΝ ΓΡΑΦΕΙΩΝ ΜΕΤΑΦΟΡΩΝ ΖΗΤΟΥΝ ΝΑ ΤΡΟΠΟΠΟΙΗΘΕΙ Ο ΝΟΜΟΣ ΓΙΑ ΤΗ ΣΥΣΤΑΣΗ ΑΝΩΝΥΜΩΝ ΕΤΑΙΡΙΩΝ ΑΠΟ ΦΟΡΤΗΓΟΥΣ ΑΥΤΟΚΙΝΗΤΙΣΤΕΣ — [1188, 43, 1530, 83]
article-text: ΠΕΡΙΟΧΗ ΚΑΛΑΜΑΡΙΑΣ: 1) Από ώρα 07.30—16.00 στη περιοχή μεταξύ των οδών Αργοναυτών, Πόντου, Κομνηνών και Μεταμορφώσεως. — [607, 1018, 951, 1040]
ad-address: ΘΕΣΣΑΛΟΝΙΚΗ: ΒΕΝΙΖΕΛΟΥ 27 ΤΗΛ. 276 064 — [363, 939, 584, 950]
notice-heading: ΠΡΟΣΚΛΗΣΗ — [1303, 1079, 1414, 1100]
ad-text: Η Δ.Ε. του Τεχνικού Επιμελητηρίου Ελλάδος, Τμήμα Κεντρικής Μακεδονίας, προσκαλεί τα μέλη του να παρακολουθήσουν τη διάλεξη-συζήτηση — [60, 1233, 327, 1336]
article-text: Ο δημοτικός διαγωνισμός θα διενεργηθεί στις 20 Μαρτίου, ημέρα Δευτέρα, ώρα 11 π.μ., στο Δημαρχείο. Οι προσφορές θα υποβάλλονται σε σφραγισμένους φακέλους. — [607, 170, 775, 221]
article-text: ΒΕΛΤΙΩΣΗ ΣΗΜΑΝΤΙΚ ΤΗΝ Ε — [1540, 101, 1582, 127]
ad-text: ΕΠΙΘΥΜΕΙ ΤΗΝ ΑΜΕΣΗ ΠΡΟΣΛΗΨΗ ΓΕΡΜΑΝΟΦΩΝΟΥ ΓΡΑΜΜΑΤΕΩΣ ΓΕΝΙΚΗΣ ΔΙΕΥΘΥΝΣΕΩΣ, η οποία πρέπει να γνωρίζει χειρισμό τελέτυπ, στενογραφία και να έχει προϋπηρεσία. — [52, 1143, 335, 1187]
article-text: Καλούμε τους ιδιοκτήτες, επικαρπωτές ή νομείς ακαλύπτων χώρων που βρίσκονται στην περιοχή του δήμου, να τους περιφράξουν και να τους καθαρίσουν μέσα σε προθεσμία τριάντα ημερών από τη δημοσίευση της παρούσας, σύμφωνα με τις διατάξεις του νόμου. — [1191, 1121, 1527, 1162]
dei-notice-header — [607, 624, 951, 671]
article-text: ΚΑΒΑΛΑ, 16.— Ο αγροτικός σύλλογος νομού Καβάλας με υπόμνημα του προς τον υπουργό Γεωργίας ζητά αύξηση των τιμών του καπνού και του αραβοσίτου και αναπροσαρμογή των συντάξεων του ΟΓΑ. — [1186, 440, 1356, 502]
divider — [1186, 597, 1532, 598]
headline: ΠΡΟΜΗΘΕΙΑ ΦΩΤΟΑΝΤΙΓΡΑΦΙΚΟΥ - ΞΗΡΟΓΡΑΦΙΚΟΥ ΜΗΧΑΝΗΜΑΤΟΣ — [626, 114, 756, 168]
article-text: ΠΕΡΙΟΧΗ ΚΑΛΑΜΑΡΙΑΣ: 1) Από ώρα 07.30—16.00 στη περιοχή μεταξύ των οδών Αργοναυτών, Πόντου, Κομνηνών και Μεταμορφώσεως. — [607, 785, 951, 806]
article-text: ΠΕΡΙΟΧΗ ΘΕΣΣΑΛΟΝΙΚΗΣ: 1) Από ώρα 07.30—16.00 στη περιοχή μεταξύ των οδών Λαγκαδά, Δημητρίου, Ολύμπου και Αγίου Δημητρίου. — [607, 761, 951, 783]
ad-price-row: ΛΑΝΤΑ — 20% — [1036, 1127, 1101, 1138]
ad-name: κ. ΜΑΥΡΟΥΔΗΝ — [1024, 1021, 1113, 1036]
article-text: Η 3η ΔΕΚΕ Θεσσαλονίκης προκηρύσσει πρόχειρο μειοδοτικό διαγωνισμό για προμήθεια υλικών. — [783, 255, 951, 286]
classified-ad — [960, 843, 1177, 943]
article-text: ΑΘΗΝΑ, 16.— Με εγκύκλιο του προς τους νομάρχες και δημάρχους της Αττικής, ο Υπουργός Εσωτερικών ζητά να προωθηθούν έργα δημιουργίας πάρκων, δενδροστοιχιών και χώρων πρασίνου στις περιοχές αρμοδιότητάς τους. — [350, 285, 597, 337]
notice-subheading: ΙΔΙΟΚΤΗΤΏΝ, ΝΟΜΈΩΝ ΚΛΠ. ΑΚΑΛΎΠΤΩΝ ΧΏΡΩΝ — [1198, 1102, 1520, 1118]
headline: ΠΡΟΣΛΗΨΗ ΜΑΓΕΙΡΟΥ — [407, 804, 540, 818]
article-text: Πορτοφόλι του δικηγόρου Βασιλείου Καραγιάννη με διάφορα έγγραφα. Ο ευρών παρακαλείται να το παραδώσει στο αστυνομικό τμήμα. — [960, 808, 1177, 838]
divider — [47, 902, 340, 903]
column-rule — [1536, 36, 1537, 2289]
classified-ad — [47, 1226, 340, 1370]
article-text: Η φυσικομαθηματική σχολή του Πανεπιστημίου Ιωαννίνων προκηρύσσει την πλήρωση της τακτικής έδρας Γ' θεωρητικής φυσικής. Οι υποψήφιοι πρέπει να υποβάλουν αιτήσεις και δικαιολογητικά μέσα σε τέσσερις μήνες. — [1362, 632, 1532, 714]
notice-title: ΔΙΑΚΟΠΗ ΗΛΕΚΤΡΙΚΟΥ ΡΕΥΜΑΤΟΣ — [691, 638, 910, 654]
column-rule — [345, 36, 346, 2289]
ad-city: ΘΕΣΣΑΛΟΝΙΚΗ — [430, 1146, 517, 1160]
ad-title: Η ΜΠΡΑΟΥΝ ΜΠΟΒΕΡΙ ΝΟΡΜΕΛΕΚ ΕΛΛΑΣ Α.Ε. — [967, 851, 1169, 879]
signature: Δ.Ε.Μ. — [921, 1065, 951, 1076]
article-text: ΑΘΗΝΑ, 16.— Το σωματείο των διαμεταφορέων (γραφεία μεταφορών) του λεκανοπεδίου της Αττικής συνολικά 800 επιχειρήσεων, ζητούν την τροποποίηση του νόμου για τη σύσταση ανωνύμων εταιριών από φορτηγούς αυτοκινητιστές. — [1362, 160, 1532, 232]
signature: Ο κοσμήτωρ Ν. Λ. ΓΑΓΓΑΣ — [1388, 717, 1505, 727]
article-text: Την 16η Μαρτίου θα εκθέτονται οι εκλογικοί κατάλογοι για την ανάδειξη μελών του Εμπορικού και Βιομηχανικού Επιμελητηρίου της Καστοριάς, σε κοινή θέα για τυχόν ενστάσεις. — [355, 737, 592, 779]
divider — [960, 626, 1177, 627]
